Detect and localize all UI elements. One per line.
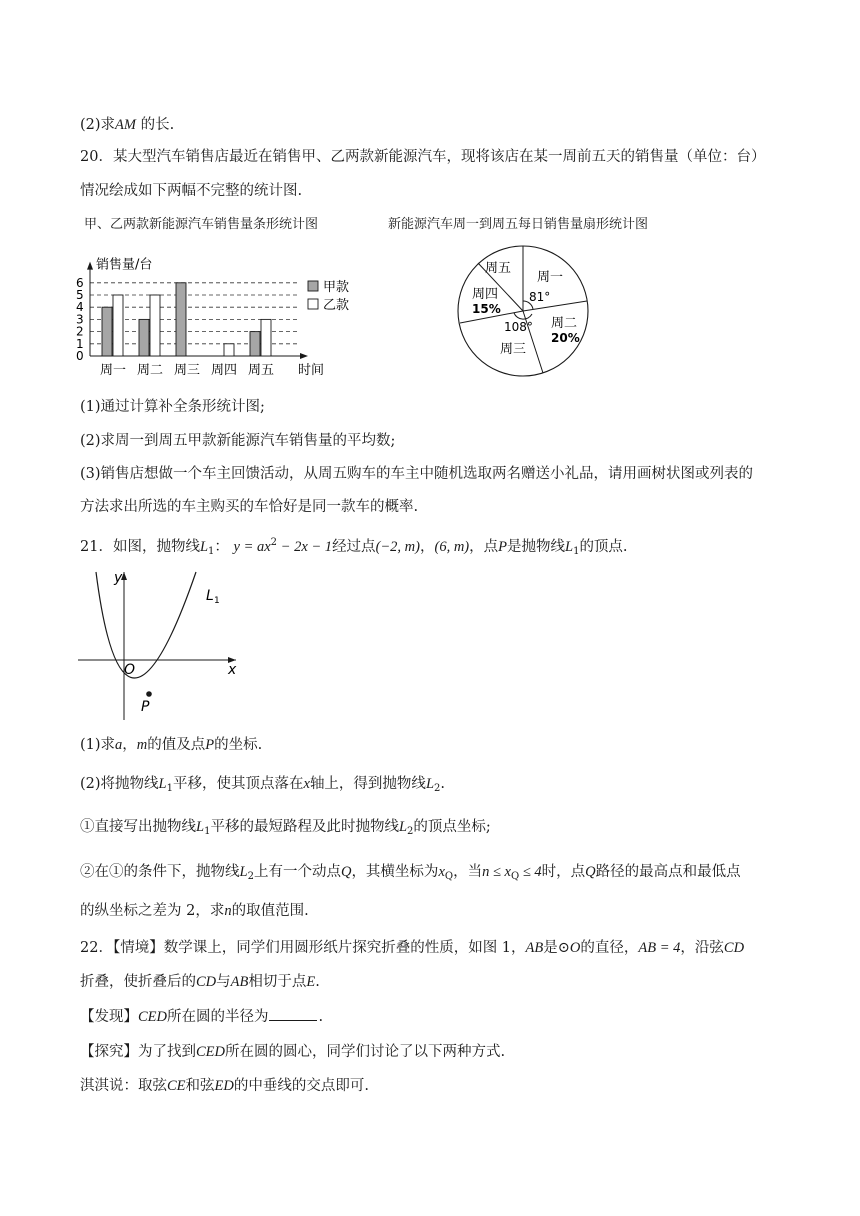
q21-c1-l2-sub: 2 bbox=[407, 826, 414, 837]
q21-part1 bbox=[80, 733, 262, 754]
q21-c2-a: ②在①的条件下，抛物线 bbox=[80, 864, 240, 880]
q21-c1-b: 平移的最短路程及此时抛物线 bbox=[210, 819, 399, 835]
pie-label-mon: 周一 bbox=[537, 270, 564, 285]
q21-curve-sub-2: 1 bbox=[573, 546, 580, 557]
q21-curve: L bbox=[199, 539, 209, 555]
y-tick-label: 5 bbox=[76, 288, 84, 302]
q21-c2-ineq-end: ≤ 4 bbox=[519, 864, 542, 880]
bar-yi-3 bbox=[224, 344, 234, 356]
y-tick-label: 6 bbox=[76, 275, 84, 290]
q22-l2-c: 相切于点 bbox=[248, 974, 307, 990]
q21-equation: y = ax bbox=[233, 539, 271, 555]
q21-c2-l2-sub: 2 bbox=[247, 871, 254, 882]
q20-p3-text2: 方法求出所选的车主购买的车恰好是同一款车的概率. bbox=[80, 499, 419, 515]
q22-qiqi bbox=[80, 1074, 369, 1095]
q21-eq-sup: 2 bbox=[270, 537, 278, 548]
q22-ab2: AB bbox=[230, 974, 249, 990]
legend-swatch-yi bbox=[308, 299, 318, 309]
pie-angle-wed: 108° bbox=[504, 320, 533, 334]
q22-number: 22． bbox=[80, 940, 113, 956]
y-axis-label: 销售量/台 bbox=[96, 257, 153, 273]
q21-c2-f: 路径的最高点和最低点 bbox=[595, 864, 741, 880]
x-label: x bbox=[228, 662, 237, 678]
q21-p2-l1-sub: 1 bbox=[166, 783, 173, 794]
q22-l2-a: 折叠，使折叠后的 bbox=[80, 974, 196, 990]
q22-l2-d: . bbox=[315, 974, 320, 990]
q19-part2-end: 的长. bbox=[135, 117, 175, 133]
q22-ced: CED bbox=[138, 1009, 167, 1025]
q21-c2-c: ，其横坐标为 bbox=[351, 864, 439, 880]
bar-jia-4 bbox=[250, 332, 260, 356]
x-tick-label: 周五 bbox=[248, 363, 275, 378]
q22-ab-eq: AB = 4 bbox=[638, 940, 681, 956]
y-tick-label: 1 bbox=[76, 336, 84, 351]
q21-cond2-line1 bbox=[80, 860, 741, 882]
q22-ab: AB bbox=[525, 940, 544, 956]
q21-c2-ineq-sub: Q bbox=[510, 871, 520, 882]
q21-point1: (−2, m) bbox=[375, 539, 420, 555]
q22-l2-b: 与 bbox=[216, 974, 231, 990]
q21-c2-line2-b: 的取值范围. bbox=[231, 903, 309, 919]
bar-chart-title: 甲、乙两款新能源汽车销售量条形统计图 bbox=[84, 217, 319, 232]
x-tick-label: 周二 bbox=[137, 363, 164, 378]
q21-p1-a-var: a bbox=[115, 737, 123, 753]
pie-value-thu: 15% bbox=[472, 302, 501, 316]
q20-part3-line1 bbox=[80, 462, 753, 483]
q21-text-d: ，点 bbox=[469, 539, 499, 555]
y-tick-label: 4 bbox=[76, 300, 84, 315]
pie-chart bbox=[458, 241, 598, 381]
x-tick-label: 周三 bbox=[174, 363, 201, 378]
q21-c2-q2: Q bbox=[585, 864, 596, 880]
bar-yi-4 bbox=[261, 319, 271, 356]
q22-cd: CD bbox=[723, 940, 745, 956]
q21-c2-e: 时，点 bbox=[541, 864, 586, 880]
y-label: y bbox=[114, 570, 123, 586]
q21-c2-l2: L bbox=[239, 864, 248, 880]
q21-part2 bbox=[80, 772, 445, 794]
q22-cd2: CD bbox=[196, 974, 217, 990]
q21-cond1 bbox=[80, 815, 491, 837]
bar-yi-1 bbox=[150, 295, 160, 356]
q21-c2-n: n bbox=[224, 903, 232, 919]
q22-explore bbox=[80, 1040, 505, 1061]
q22-explore-b: 所在圆的圆心，同学们讨论了以下两种方式. bbox=[225, 1044, 506, 1060]
y-tick-label: 2 bbox=[76, 324, 84, 339]
x-axis-arrow bbox=[300, 353, 308, 359]
q21-p1-a: (1)求 bbox=[80, 737, 116, 753]
q20-stem-line1 bbox=[80, 145, 765, 166]
q21-sep: ， bbox=[419, 539, 435, 555]
vertex-point bbox=[146, 691, 152, 697]
curve-label: L bbox=[206, 588, 214, 604]
q21-p2-b: 平移，使其顶点落在 bbox=[173, 776, 304, 792]
x-axis-label: 时间 bbox=[298, 363, 325, 378]
q21-text-b: ： bbox=[214, 539, 229, 555]
bar-chart bbox=[60, 236, 350, 386]
q21-stem bbox=[80, 535, 628, 557]
x-tick-label: 周四 bbox=[211, 363, 238, 378]
pie-label-fri: 周五 bbox=[485, 261, 512, 276]
legend-swatch-jia bbox=[308, 281, 318, 291]
q21-equation-rest: − 2x − 1 bbox=[277, 539, 333, 555]
q22-ce: CE bbox=[167, 1078, 186, 1094]
q21-p2-l2-sub: 2 bbox=[434, 783, 441, 794]
q21-p1-c: 的值及点 bbox=[147, 737, 206, 753]
q21-p2-d: . bbox=[440, 776, 445, 792]
q20-p2-text: (2)求周一到周五甲款新能源汽车销售量的平均数; bbox=[80, 433, 396, 449]
q22-qq-c: 的中垂线的交点即可. bbox=[233, 1078, 369, 1094]
bar-jia-1 bbox=[139, 319, 149, 356]
q22-l1-c: 的直径， bbox=[580, 940, 639, 956]
q21-p1-p: P bbox=[205, 737, 215, 753]
legend-label-jia: 甲款 bbox=[323, 280, 350, 295]
q21-number: 21． bbox=[80, 539, 113, 555]
q22-explore-a: 【探究】为了找到 bbox=[80, 1044, 196, 1060]
origin-label: O bbox=[124, 662, 136, 678]
q22-line1 bbox=[80, 936, 744, 957]
q21-c2-xq-sub: Q bbox=[444, 871, 454, 882]
q21-text-f: 的顶点. bbox=[579, 539, 628, 555]
q21-curve-sub: 1 bbox=[208, 546, 215, 557]
bar-jia-0 bbox=[102, 307, 112, 356]
q21-c2-b: 上有一个动点 bbox=[253, 864, 341, 880]
q20-part2 bbox=[80, 429, 395, 450]
pie-label-thu: 周四 bbox=[472, 287, 499, 302]
q22-ced2: CED bbox=[196, 1044, 225, 1060]
q21-c1-l1: L bbox=[196, 819, 205, 835]
q22-e: E bbox=[306, 974, 316, 990]
y-tick-label: 3 bbox=[76, 312, 84, 327]
pie-label-tue: 周二 bbox=[551, 316, 578, 331]
parabola-curve bbox=[96, 572, 196, 678]
bar-jia-2 bbox=[176, 283, 186, 356]
q21-c1-l1-sub: 1 bbox=[204, 826, 211, 837]
q20-part1 bbox=[80, 395, 265, 416]
pie-angle-mon: 81° bbox=[529, 290, 551, 304]
q21-c2-ineq: n ≤ x bbox=[482, 864, 511, 880]
q21-p1-b: ， bbox=[122, 737, 137, 753]
q21-point-p: P bbox=[498, 539, 507, 555]
pie-value-tue: 20% bbox=[551, 331, 580, 345]
q21-text-c: 经过点 bbox=[332, 539, 376, 555]
q21-c1-a: ①直接写出抛物线 bbox=[80, 819, 196, 835]
q21-p2-l1: L bbox=[158, 776, 167, 792]
y-axis-arrow bbox=[87, 262, 93, 270]
q21-c1-c: 的顶点坐标; bbox=[413, 819, 491, 835]
q20-stem-line2 bbox=[80, 179, 302, 200]
q21-c2-xq: x bbox=[438, 864, 445, 880]
q21-curve-2: L bbox=[564, 539, 574, 555]
q22-line2 bbox=[80, 970, 320, 991]
q21-c2-q: Q bbox=[340, 864, 352, 880]
y-tick-label: 0 bbox=[76, 349, 84, 363]
parabola-graph bbox=[76, 570, 246, 720]
q21-c1-l2: L bbox=[398, 819, 408, 835]
bar-yi-0 bbox=[113, 295, 123, 356]
q20-stem2: 情况绘成如下两幅不完整的统计图. bbox=[80, 183, 303, 199]
q22-ed: ED bbox=[214, 1078, 234, 1094]
q22-l1-a: 【情境】数学课上，同学们用圆形纸片探究折叠的性质，如图 1， bbox=[112, 940, 526, 956]
q22-o: O bbox=[569, 940, 581, 956]
curve-label-sub: 1 bbox=[214, 596, 220, 606]
q20-p3-text1: (3)销售店想做一个车主回馈活动，从周五购车的车主中随机选取两名赠送小礼品，请用画树状图或列表的 bbox=[80, 466, 754, 482]
q21-cond2-line2 bbox=[80, 899, 309, 920]
q21-p1-d: 的坐标. bbox=[214, 737, 263, 753]
q22-qq-b: 和弦 bbox=[185, 1078, 215, 1094]
q22-found-a: 【发现】 bbox=[80, 1009, 138, 1025]
answer-blank bbox=[269, 1019, 317, 1021]
q21-p2-c: 轴上，得到抛物线 bbox=[309, 776, 426, 792]
q21-point2: (6, m) bbox=[434, 539, 470, 555]
q22-found bbox=[80, 1005, 323, 1026]
q21-text-a: 如图，抛物线 bbox=[112, 539, 200, 555]
q19-part2 bbox=[80, 113, 174, 134]
q21-p2-x: x bbox=[303, 776, 310, 792]
q21-c2-d: ，当 bbox=[453, 864, 483, 880]
q19-part2-text: (2)求 bbox=[80, 117, 116, 133]
q22-l1-b: 是⊙ bbox=[543, 940, 570, 956]
q21-p2-l2: L bbox=[425, 776, 435, 792]
q19-var: AM bbox=[115, 117, 136, 133]
q21-c2-line2-a: 的纵坐标之差为 2，求 bbox=[80, 903, 225, 919]
q20-stem1: 某大型汽车销售店最近在销售甲、乙两款新能源汽车，现将该店在某一周前五天的销售量（单位：台） bbox=[112, 149, 766, 165]
q22-found-c: . bbox=[318, 1009, 324, 1025]
vertex-label: P bbox=[141, 699, 150, 715]
q20-p1-text: (1)通过计算补全条形统计图; bbox=[80, 399, 265, 415]
q22-qq-a: 淇淇说：取弦 bbox=[80, 1078, 167, 1094]
q22-found-b: 所在圆的半径为 bbox=[167, 1009, 269, 1025]
q21-p2-a: (2)将抛物线 bbox=[80, 776, 159, 792]
q20-number: 20． bbox=[80, 149, 113, 165]
x-tick-label: 周一 bbox=[100, 363, 127, 378]
pie-label-wed: 周三 bbox=[500, 342, 527, 357]
pie-chart-title: 新能源汽车周一到周五每日销售量扇形统计图 bbox=[388, 217, 649, 232]
q22-l1-d: ，沿弦 bbox=[680, 940, 724, 956]
q21-text-e: 是抛物线 bbox=[506, 539, 565, 555]
legend-label-yi: 乙款 bbox=[323, 298, 350, 313]
q20-part3-line2 bbox=[80, 495, 418, 516]
q21-p1-m: m bbox=[136, 737, 148, 753]
